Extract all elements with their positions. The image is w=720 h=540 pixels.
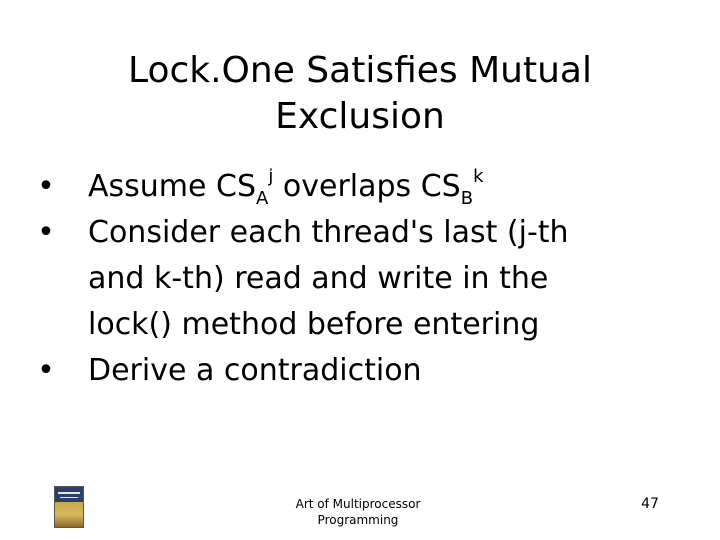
critical-section-a	[216, 166, 274, 209]
bullet-dot: •	[37, 353, 55, 388]
footer-course-title	[258, 496, 458, 528]
cs-a-superscript: j	[268, 166, 274, 187]
cs-b-superscript: k	[473, 166, 484, 187]
footer-line-1: Art of Multiprocessor	[295, 497, 421, 511]
bullet-line-2: and k-th) read and write in the	[88, 261, 549, 296]
book-cover-icon	[54, 486, 84, 528]
bullet-dot: •	[37, 215, 55, 250]
cs-a-label: CS	[216, 169, 257, 204]
cs-a-subscript: A	[256, 188, 269, 209]
slide-title	[60, 48, 660, 140]
title-line-2: Exclusion	[275, 96, 445, 137]
bullet-line-1: Consider each thread's last (j-th	[88, 215, 569, 250]
critical-section-b	[420, 166, 484, 209]
bullet-line-3: lock() method before entering	[88, 307, 540, 342]
bullet-list	[26, 164, 686, 394]
cs-b-subscript: B	[460, 188, 474, 209]
bullet-item-assume	[26, 164, 686, 210]
bullet-item-consider	[26, 210, 686, 348]
bullet-text-middle: overlaps	[273, 169, 421, 204]
title-line-1: Lock.One Satisfies Mutual	[128, 50, 592, 91]
bullet-text-prefix: Assume	[88, 169, 217, 204]
footer-line-2: Programming	[317, 513, 399, 527]
book-title-band	[58, 492, 80, 494]
bullet-dot: •	[37, 169, 55, 204]
book-subtitle-band	[60, 497, 78, 498]
bullet-text: Derive a contradiction	[88, 353, 422, 388]
bullet-item-derive	[26, 348, 686, 394]
page-number: 47	[641, 496, 659, 512]
cs-b-label: CS	[420, 169, 461, 204]
